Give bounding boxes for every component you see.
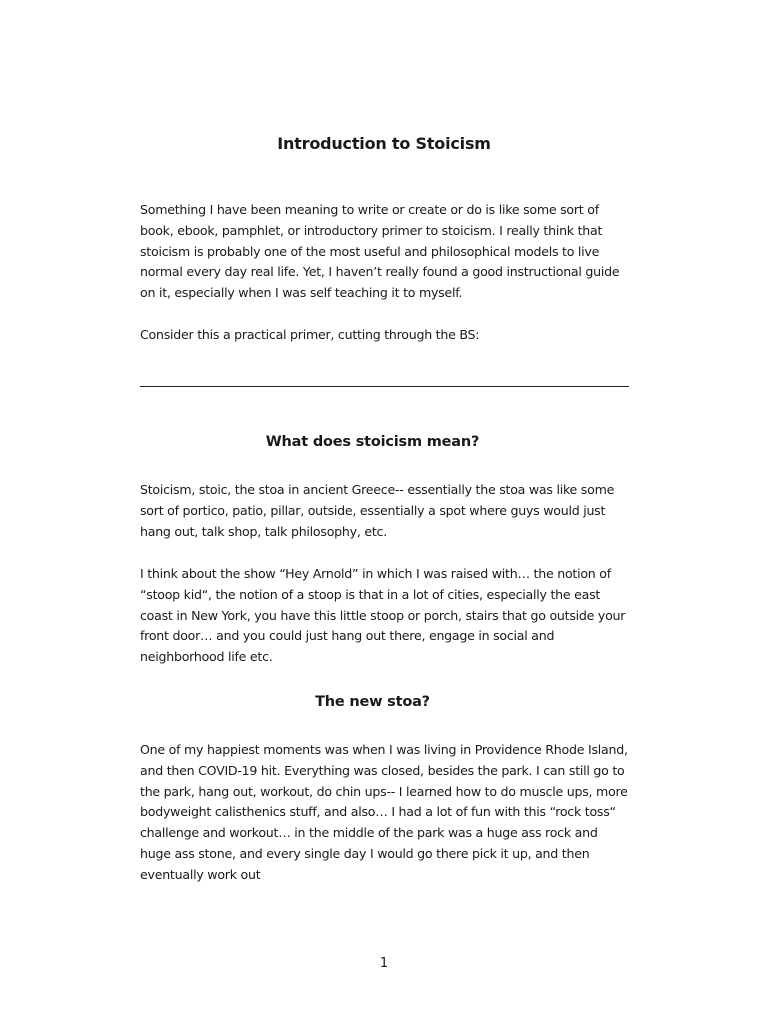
section-heading: What does stoicism mean? <box>265 434 480 450</box>
section-heading: The new stoa? <box>315 694 430 710</box>
section-paragraph: Stoicism, stoic, the stoa in ancient Greece-- essentially the stoa was like some sort of portico, patio, pillar, outside, essentially a spot where guys would just hang out, talk shop, talk philosophy, etc. <box>140 482 615 539</box>
page-number: 1 <box>379 956 389 971</box>
section-paragraph: I think about the show “Hey Arnold” in which I was raised with… the notion of “stoop kid“, the notion of a stoop is that in a lot of cities, especially the east coast in New York, you have this little stoop or porch, stairs that go outside your front door… and you could just hang out there, engage in social and neighborhood life etc. <box>140 566 626 665</box>
document-title: Introduction to Stoicism <box>277 134 491 153</box>
section-paragraph: One of my happiest moments was when I was living in Providence Rhode Island, and then COVID-19 hit. Everything was closed, besides the park. I can still go to the park, hang out, workout, do chin ups-- I learned how to do muscle ups, more bodyweight calisthenics stuff, and also… I had a lot of fun with this “rock toss“ challenge and workout… in the middle of the park was a huge ass rock and huge ass stone, and every single day I would go there pick it up, and then eventually work out <box>140 742 628 882</box>
horizontal-divider <box>140 386 629 387</box>
intro-paragraph: Something I have been meaning to write or create or do is like some sort of book, ebook, pamphlet, or introductory primer to stoicism. I really think that stoicism is probably one of the most useful and philosophical models to live normal every day real life. Yet, I haven’t really found a good instructional guide on it, especially when I was self teaching it to myself. <box>140 202 620 301</box>
intro-paragraph: Consider this a practical primer, cutting through the BS: <box>140 327 480 342</box>
